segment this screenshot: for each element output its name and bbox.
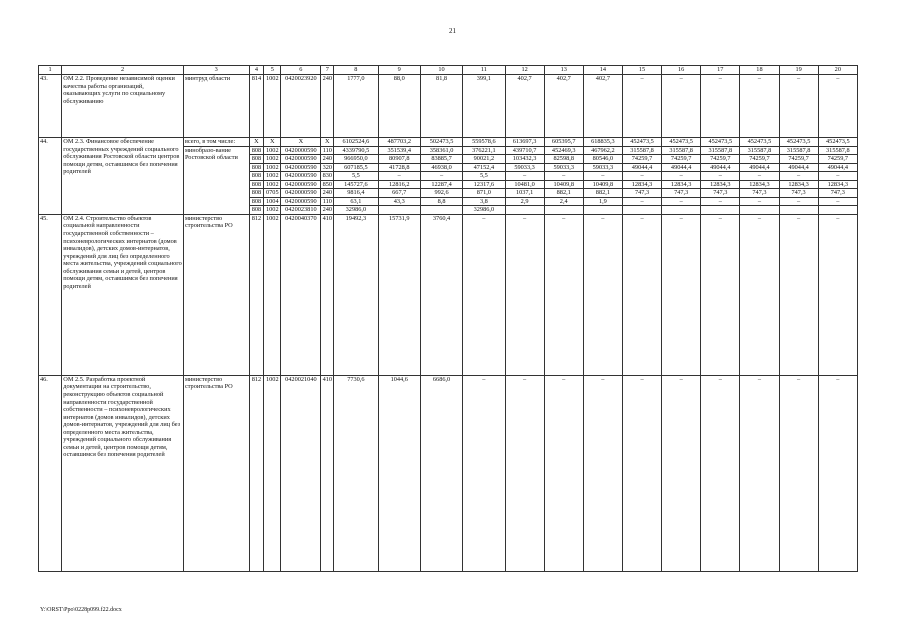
table-cell: 747,3 [818,189,857,198]
table-cell: 10481,0 [505,180,544,189]
table-cell: 82598,8 [544,155,583,164]
table-cell: 10 [420,66,462,75]
table-cell: 0705 [264,189,281,198]
table-cell: 410 [321,375,334,571]
table-cell: 88,0 [378,75,420,138]
table-cell: 11 [463,66,505,75]
table-cell: 452469,3 [544,146,583,155]
table-cell: 12317,6 [463,180,505,189]
table-cell: 240 [322,155,333,163]
table-cell [740,206,779,215]
table-cell: – [779,214,818,375]
table-cell: 32986,0 [334,206,378,215]
table-cell: – [818,197,857,206]
table-cell: 0420000590 [281,155,321,164]
table-cell: 90021,2 [463,155,505,164]
table-cell: 487703,2 [378,138,420,147]
footer-file-path: Y:\ORST\Ppo\0228p099.f22.docx [40,607,122,613]
table-cell: 74259,7 [701,155,740,164]
table-cell: 1002 [264,155,281,164]
table-cell: – [622,172,661,181]
table-cell: 8 [334,66,378,75]
table-cell: 618835,3 [583,138,622,147]
table-cell: 6686,0 [420,375,462,571]
table-cell: – [662,172,701,181]
table-cell: – [622,375,661,571]
table-cell: 63,1 [334,197,378,206]
table-cell: 808 [249,189,264,198]
table-cell: 12834,3 [622,180,661,189]
table-cell: 871,0 [463,189,505,198]
table-cell: 605395,7 [544,138,583,147]
table-cell: 10409,8 [544,180,583,189]
table-cell: 667,7 [378,189,420,198]
table-cell: 966950,0 [334,155,378,164]
table-cell: 12834,3 [701,180,740,189]
table-cell: 8,8 [420,197,462,206]
table-row [39,138,858,147]
table-cell: X [281,138,321,147]
table-cell: – [740,214,779,375]
table-cell: 15 [622,66,661,75]
table-cell: министерство строительства РО [183,214,249,375]
table-cell: – [420,172,462,181]
table-cell: 49044,4 [662,163,701,172]
table-cell: 18 [740,66,779,75]
table-cell: 74259,7 [622,155,661,164]
table-cell: 315587,8 [622,146,661,155]
table-cell: 1004 [264,197,281,206]
table-cell: 0420021040 [281,375,321,571]
table-cell: – [463,375,505,571]
table-cell: 83885,7 [420,155,462,164]
table-row [39,375,858,571]
table-cell [505,206,544,215]
table-cell: 4339790,5 [334,146,378,155]
table-cell: 315587,8 [740,146,779,155]
table-cell: 0420023920 [281,75,321,138]
table-cell: – [701,197,740,206]
table-cell: 49044,4 [701,163,740,172]
table-cell: 5 [264,66,281,75]
table-cell: 43. [39,75,62,138]
table-cell: ОМ 2.5. Разработка проектной документации на строительство, реконструкцию объектов социальной направленности государственной собственности – психоневрологических интернатов (домов инвалидов), детских домов-интернатов, учреждений для лиц без определенного места жительства, учреждений социального обслуживания семьи и детей, центров помощи детям, оставшимся без попечения родителей [62,375,184,571]
table-cell: 41728,8 [378,163,420,172]
table-cell: 0420040370 [281,214,321,375]
table-cell: 882,1 [544,189,583,198]
table-cell: – [818,75,857,138]
table-cell: 1002 [264,163,281,172]
table-cell: – [701,172,740,181]
table-cell: 1002 [264,375,281,571]
table-cell: 7 [321,66,334,75]
table-cell: 59033,3 [544,163,583,172]
table-cell: 0420000590 [281,172,321,181]
table-cell [378,206,420,215]
table-cell: 74259,7 [740,155,779,164]
table-cell: министерство строительства РО [183,375,249,571]
table-cell: 12 [505,66,544,75]
table-cell: 747,3 [622,189,661,198]
table-cell: 814 [249,75,264,138]
table-cell: 812 [249,214,264,375]
table-cell: – [740,172,779,181]
table-cell [701,206,740,215]
table-cell: 613697,3 [505,138,544,147]
table-cell: 49044,4 [779,163,818,172]
table-cell: 110 [322,146,332,154]
table-cell: 808 [249,146,264,155]
table-cell: 502473,5 [420,138,462,147]
table-cell: 812 [249,375,264,571]
table-cell: – [622,75,661,138]
table-cell: 439710,7 [505,146,544,155]
table-cell: 2 [62,66,184,75]
table-cell: 12834,3 [662,180,701,189]
table-cell: – [818,375,857,571]
table-cell: – [378,172,420,181]
table-cell: 14 [583,66,622,75]
table-cell: всего, в том числе: [183,138,249,147]
table-cell: – [779,75,818,138]
table-cell: 1 [39,66,62,75]
table-cell: 7730,6 [334,375,378,571]
table-cell: 16 [662,66,701,75]
table-cell: 74259,7 [779,155,818,164]
table-cell: – [701,75,740,138]
table-cell: 45. [39,214,62,375]
table-cell: – [662,375,701,571]
table-cell [662,206,701,215]
table-cell: 452473,5 [622,138,661,147]
table-cell: – [740,197,779,206]
table-cell: 559578,6 [463,138,505,147]
table-cell: ОМ 2.4. Строительство объектов социальной направленности государственной собственности – психоневрологических интернатов (домов инвалидов), детских домов-интернатов, учреждений для лиц без определенного места жительства, учреждений социального обслуживания семьи и детей, центров помощи детям, оставшимся без попечения родителей [62,214,184,375]
table-cell: – [740,75,779,138]
table-cell: – [505,214,544,375]
table-cell: 19492,3 [334,214,378,375]
table-cell: 10409,8 [583,180,622,189]
table-cell: 747,3 [779,189,818,198]
table-cell [544,206,583,215]
table-cell: 850 [322,180,333,188]
table-row [39,214,858,375]
table-row [39,75,858,138]
table-cell: 747,3 [701,189,740,198]
table-cell [622,206,661,215]
table-cell: 315587,8 [818,146,857,155]
page-number: 21 [449,27,456,35]
table-cell: 74259,7 [662,155,701,164]
table-cell: 808 [249,197,264,206]
table-cell: 808 [249,172,264,181]
table-cell: 315587,8 [779,146,818,155]
table-cell: 1002 [264,180,281,189]
table-cell: 15731,9 [378,214,420,375]
table-cell: 49044,4 [740,163,779,172]
table-cell: ОМ 2.3. Финансовое обеспечение государственных учреждений социального обслуживания Ростовской области центров помощи детям, оставшимся без попечения родителей [62,138,184,215]
table-cell: 17 [701,66,740,75]
table-cell: 747,3 [740,189,779,198]
table-cell: 399,1 [463,75,505,138]
table-cell: 3,8 [463,197,505,206]
table-cell: 0420000590 [281,197,321,206]
table-cell: 6 [281,66,321,75]
table-cell: – [662,197,701,206]
table-cell: 808 [249,180,264,189]
table-cell: 1002 [264,172,281,181]
table-cell: 12816,2 [378,180,420,189]
table-cell: 5,5 [463,172,505,181]
table-cell: 80907,8 [378,155,420,164]
table-cell: 240 [322,206,333,214]
table-cell: 402,7 [544,75,583,138]
table-cell: 607185,5 [334,163,378,172]
table-cell: 452473,5 [701,138,740,147]
table-cell: 320 [322,163,333,171]
table-cell: – [583,375,622,571]
table-cell: – [818,214,857,375]
table-cell [583,206,622,215]
table-cell: – [701,375,740,571]
table-cell: 0420000590 [281,189,321,198]
table-cell [818,206,857,215]
table-cell: 80546,0 [583,155,622,164]
table-cell: 808 [249,163,264,172]
table-cell: 452473,5 [740,138,779,147]
table-cell: 6102524,6 [334,138,378,147]
table-cell: 1037,1 [505,189,544,198]
table-cell: 19 [779,66,818,75]
table-cell: 747,3 [662,189,701,198]
table-cell: 2,4 [544,197,583,206]
table-cell: 49044,4 [818,163,857,172]
table-cell: – [818,172,857,181]
table-cell: 830 [322,172,333,180]
table-cell: 145727,6 [334,180,378,189]
table-cell: 1002 [264,146,281,155]
table-cell: 59033,3 [583,163,622,172]
table-cell: 1002 [264,206,281,215]
table-cell: 49044,4 [622,163,661,172]
table-cell: 351539,4 [378,146,420,155]
table-cell: 110 [322,197,332,205]
table-cell [779,206,818,215]
table-cell: 12834,3 [818,180,857,189]
table-cell: – [779,197,818,206]
budget-table [38,65,858,572]
table-cell: 467962,2 [583,146,622,155]
table-cell: 74259,7 [818,155,857,164]
table-cell: 315587,8 [701,146,740,155]
table-cell: X [264,138,281,147]
table-cell: 5,5 [334,172,378,181]
table-cell: 240 [322,189,333,197]
table-cell: 3 [183,66,249,75]
table-cell: 808 [249,206,264,215]
table-cell: – [662,75,701,138]
table-cell: 20 [818,66,857,75]
table-cell: – [544,172,583,181]
table-cell: 46. [39,375,62,571]
table-cell: 0420000590 [281,180,321,189]
table-cell: 2,9 [505,197,544,206]
table-cell: – [544,214,583,375]
table-cell: 358361,0 [420,146,462,155]
header-row [39,66,858,75]
table-cell: 47152,4 [463,163,505,172]
table-cell: – [463,214,505,375]
table-cell: 1,9 [583,197,622,206]
table-cell: 103432,3 [505,155,544,164]
table-cell: 240 [321,75,334,138]
table-cell: 0420000590 [281,146,321,155]
table-cell: – [662,214,701,375]
table-cell: 452473,5 [818,138,857,147]
table-cell: 992,6 [420,189,462,198]
table-cell: 43,3 [378,197,420,206]
table-cell: – [622,197,661,206]
table-cell: – [779,172,818,181]
table-cell: 46938,0 [420,163,462,172]
table-cell: 44. [39,138,62,215]
table-cell: X [321,138,334,147]
table-cell: минтруд области [183,75,249,138]
table-cell: – [583,172,622,181]
table-cell: 81,8 [420,75,462,138]
table-cell: – [740,375,779,571]
table-cell: 376221,1 [463,146,505,155]
table-cell [420,206,462,215]
table-cell: – [505,172,544,181]
table-cell: 1002 [264,214,281,375]
table-cell: 0420000590 [281,163,321,172]
table-cell: – [701,214,740,375]
table-cell: 9816,4 [334,189,378,198]
table-cell: 1002 [264,75,281,138]
table-cell: 4 [249,66,264,75]
table-cell: 13 [544,66,583,75]
table-cell: X [249,138,264,147]
table-cell: 410 [321,214,334,375]
table-cell: – [505,375,544,571]
table-cell: – [583,214,622,375]
table-cell: ОМ 2.2. Проведение независимой оценки качества работы организаций, оказывающих услуги по социальному обслуживанию [62,75,184,138]
table-cell: 12834,3 [740,180,779,189]
table-cell: 402,7 [505,75,544,138]
table-cell: 0420023810 [281,206,321,215]
table-cell: – [779,375,818,571]
table-cell: 59033,3 [505,163,544,172]
table-cell: – [544,375,583,571]
table-cell: – [622,214,661,375]
table-cell: 1044,6 [378,375,420,571]
table-cell: 3760,4 [420,214,462,375]
table-cell: минобразо-вание Ростовской области [183,146,249,214]
table-cell: 452473,5 [779,138,818,147]
table-cell: 9 [378,66,420,75]
table-cell: 452473,5 [662,138,701,147]
table-cell: 32986,0 [463,206,505,215]
table-cell: 12834,3 [779,180,818,189]
table-cell: 12287,4 [420,180,462,189]
table-cell: 882,1 [583,189,622,198]
table-cell: 402,7 [583,75,622,138]
table-cell: 808 [249,155,264,164]
table-cell: 315587,8 [662,146,701,155]
table-cell: 1777,0 [334,75,378,138]
